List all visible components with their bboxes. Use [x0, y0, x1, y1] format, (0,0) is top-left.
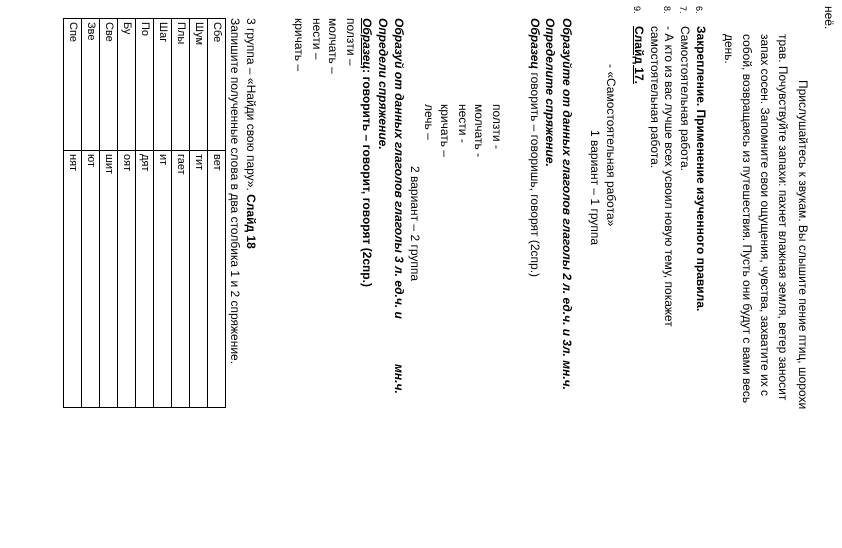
- verb-item: нести –: [310, 18, 324, 60]
- verb-item: нести -: [456, 104, 470, 143]
- table-cell-ending: дят: [136, 151, 154, 408]
- verb-item: ползти –: [344, 18, 358, 66]
- word-pairs-table: [63, 18, 226, 408]
- task-1-example: [528, 18, 542, 277]
- table-row: [100, 19, 118, 408]
- group-3-line: [244, 18, 258, 249]
- table-row: [208, 19, 226, 408]
- table-cell-ending: гает: [172, 151, 190, 408]
- table-cell-stem: Шаг: [154, 19, 172, 151]
- paragraph-line: трав. Почувствуйте запахи: пахнет влажная земля, ветер заносит: [776, 34, 790, 401]
- list-number: 7.: [678, 6, 688, 14]
- table-cell-ending: ют: [82, 151, 100, 408]
- table-cell-stem: Бу: [118, 19, 136, 151]
- list-item-7: Самостоятельная работа.: [678, 26, 692, 171]
- table-row: [172, 19, 190, 408]
- task-1-heading: Образуйте от данных глаголов глаголы 2 л. ед.ч. и 3л. мн.ч.: [560, 18, 574, 390]
- task-2-example: [360, 18, 374, 287]
- table-row: [154, 19, 172, 408]
- table-cell-stem: Спе: [64, 19, 82, 151]
- word-pairs-table-body: [64, 19, 226, 408]
- list-item-8: - А кто из вас лучше всех усвоил новую тему, покажет: [662, 26, 676, 327]
- table-cell-stem: Све: [100, 19, 118, 151]
- paragraph-line: Прислушайтесь к звукам. Вы слышите пение птиц, шорохи: [796, 80, 810, 410]
- verb-item: кричать –: [438, 104, 452, 158]
- table-row: [136, 19, 154, 408]
- table-cell-stem: Шум: [190, 19, 208, 151]
- table-row: [118, 19, 136, 408]
- slide-18-label: Слайд 18: [244, 190, 258, 249]
- table-row: [64, 19, 82, 408]
- paragraph-line: собой, возвращаясь из путешествия. Пусть они будут с вами весь: [740, 34, 754, 404]
- example-text: говорить – говоришь, говорят (2спр.): [528, 69, 542, 278]
- verb-item: молчать -: [472, 104, 486, 158]
- table-cell-ending: оят: [118, 151, 136, 408]
- table-cell-stem: Зве: [82, 19, 100, 151]
- table-cell-ending: тит: [190, 151, 208, 408]
- task-1-conjugation: Определите спряжение.: [543, 18, 557, 167]
- paragraph-line: запах сосен. Запомните свои ощущения, чувства, захватите их с: [758, 34, 772, 397]
- table-row: [82, 19, 100, 408]
- verb-item: молчать –: [326, 18, 340, 74]
- variant-1-label: 1 вариант – 1 группа: [588, 130, 602, 246]
- table-cell-ending: ит: [154, 151, 172, 408]
- table-cell-stem: Сбе: [208, 19, 226, 151]
- table-cell-stem: Плы: [172, 19, 190, 151]
- task-2-heading-end: мн.ч.: [392, 364, 406, 394]
- table-cell-ending: шит: [100, 151, 118, 408]
- group-3-instruction: Запишите полученные слова в два столбика 1 и 2 спряжение.: [228, 18, 242, 365]
- list-item-8-cont: самостоятельная работа.: [648, 26, 662, 169]
- example-label: Образец: [360, 18, 374, 70]
- list-number: 6.: [694, 6, 704, 14]
- task-2-heading: Образуй от данных глаголов глаголы 3 л. ед.ч. и: [392, 18, 406, 319]
- table-row: [190, 19, 208, 408]
- example-text: : говорить – говорит, говорят (2спр.): [360, 69, 374, 287]
- independent-work-title: - «Самостоятельная работа»: [604, 64, 618, 227]
- list-number: 9.: [632, 6, 642, 14]
- table-cell-ending: вет: [208, 151, 226, 408]
- verb-item: лечь –: [422, 104, 436, 140]
- table-cell-ending: нят: [64, 151, 82, 408]
- task-2-conjugation: Определи спряжение.: [376, 18, 390, 150]
- list-number: 8.: [662, 6, 672, 14]
- paragraph-fragment: неё.: [822, 6, 836, 30]
- verb-item: ползти -: [490, 104, 504, 149]
- list-item-6: Закрепление. Применение изученного правила.: [694, 26, 708, 312]
- example-label: Образец: [528, 18, 542, 70]
- slide-17-label: Слайд 17.: [632, 26, 646, 84]
- verb-item: кричать –: [292, 18, 306, 72]
- variant-2-label: 2 вариант – 2 группа: [408, 166, 422, 282]
- group-3-text: 3 группа – «Найди свою пару».: [244, 18, 258, 191]
- table-cell-stem: По: [136, 19, 154, 151]
- paragraph-line: день.: [722, 34, 736, 64]
